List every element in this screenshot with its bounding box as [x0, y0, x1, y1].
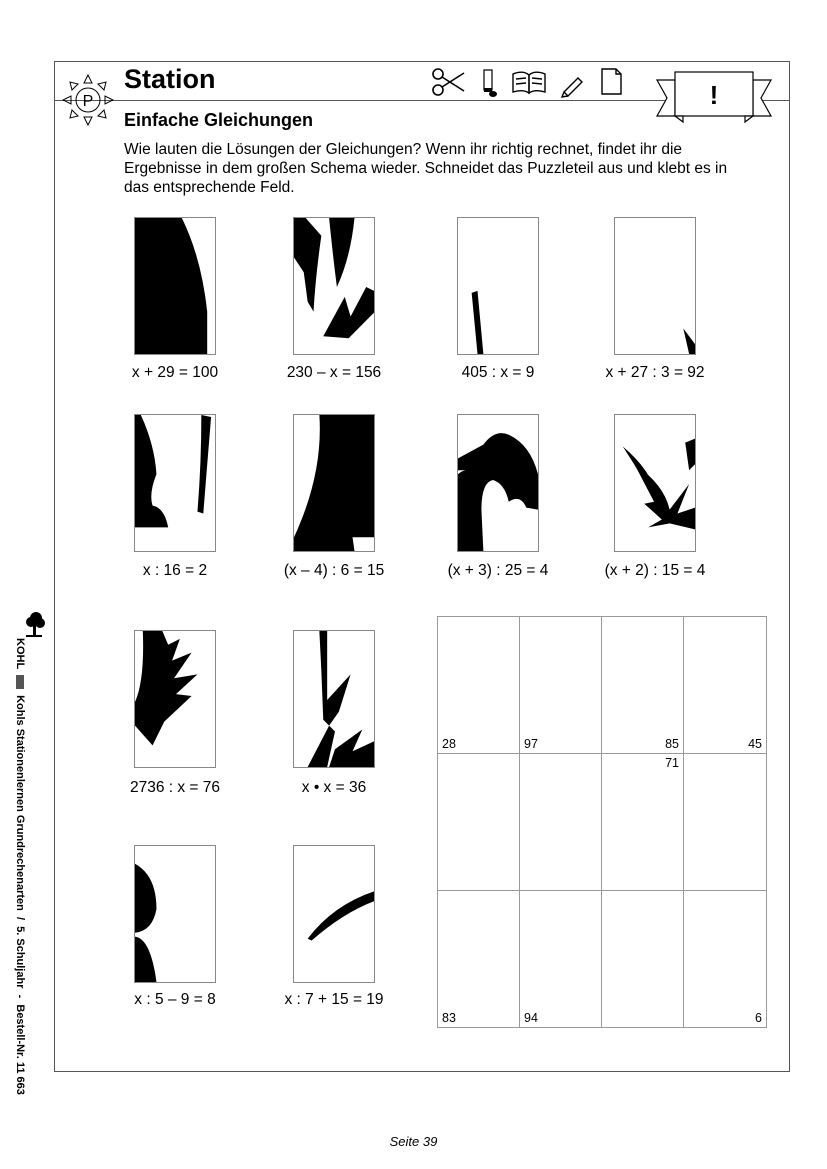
- page-number: Seite 39: [389, 1134, 438, 1149]
- sidebar-publisher-line: [14, 638, 26, 1095]
- equation-2: 230 – x = 156: [286, 364, 382, 381]
- equation-5: x : 16 = 2: [142, 562, 208, 579]
- equation-11: x : 5 – 9 = 8: [134, 991, 216, 1008]
- schema-cell-number: 83: [442, 1011, 456, 1025]
- schema-cell-number: 94: [524, 1011, 538, 1025]
- equation-3: 405 : x = 9: [461, 364, 535, 381]
- tree-logo-icon: [22, 610, 46, 640]
- schema-cell[interactable]: [520, 617, 602, 754]
- equation-8: (x + 2) : 15 = 4: [604, 562, 706, 579]
- schema-cell-number: 6: [755, 1011, 762, 1025]
- equation-9: 2736 : x = 76: [129, 779, 221, 796]
- publisher-logo-mark: [16, 675, 24, 689]
- equation-12: x : 7 + 15 = 19: [284, 991, 384, 1008]
- schema-cell-number: 71: [665, 756, 679, 770]
- puzzle-piece-6[interactable]: [293, 414, 375, 552]
- puzzle-schema-grid: [437, 616, 767, 1028]
- puzzle-piece-11[interactable]: [134, 845, 216, 983]
- pencil-icon: [562, 78, 582, 97]
- puzzle-piece-1[interactable]: [134, 217, 216, 355]
- schema-cell[interactable]: [602, 617, 684, 754]
- puzzle-piece-8[interactable]: [614, 414, 696, 552]
- schema-cell-number: 45: [748, 737, 762, 751]
- puzzle-piece-9[interactable]: [134, 630, 216, 768]
- equation-4: x + 27 : 3 = 92: [605, 364, 705, 381]
- equation-7: (x + 3) : 25 = 4: [447, 562, 549, 579]
- schema-cell[interactable]: [520, 891, 602, 1027]
- puzzle-piece-10[interactable]: [293, 630, 375, 768]
- equation-10: x • x = 36: [301, 779, 367, 796]
- worksheet-subtitle: Einfache Gleichungen: [124, 110, 314, 130]
- station-title: Station: [124, 64, 216, 94]
- puzzle-piece-12[interactable]: [293, 845, 375, 983]
- instructions-text: Wie lauten die Lösungen der Gleichungen? Wenn ihr richtig rechnet, findet ihr die Ergebnisse in dem großen Schema wieder. Schneidet das Puzzleteil aus und klebt es in das entsprechende Feld.: [124, 141, 728, 196]
- schema-cell[interactable]: [684, 754, 766, 891]
- stamp-symbol: !: [709, 80, 719, 110]
- schema-cell-number: 28: [442, 737, 456, 751]
- schema-cell[interactable]: [438, 754, 520, 891]
- book-icon: [513, 72, 545, 93]
- ribbon-stamp: [655, 70, 773, 126]
- schema-cell[interactable]: [684, 617, 766, 754]
- document-icon: [602, 69, 621, 94]
- glue-icon: [484, 70, 497, 97]
- equation-1: x + 29 = 100: [131, 364, 219, 381]
- sidebar-text: Kohls Stationenlernen Grundrechenarten / 5. Schuljahr - Bestell-Nr. 11 663: [14, 695, 26, 1095]
- schema-cell[interactable]: [684, 891, 766, 1027]
- scissors-icon: [433, 69, 464, 95]
- puzzle-piece-5[interactable]: [134, 414, 216, 552]
- puzzle-piece-3[interactable]: [457, 217, 539, 355]
- sun-badge-icon: [62, 72, 114, 128]
- schema-cell[interactable]: [602, 891, 684, 1027]
- equation-6: (x – 4) : 6 = 15: [283, 562, 385, 579]
- publisher-logo: KOHL: [14, 638, 26, 669]
- badge-letter: P: [82, 93, 94, 110]
- schema-cell[interactable]: [520, 754, 602, 891]
- schema-cell-number: 85: [665, 737, 679, 751]
- schema-cell[interactable]: [602, 754, 684, 891]
- puzzle-piece-4[interactable]: [614, 217, 696, 355]
- tool-icons: [430, 66, 625, 98]
- puzzle-piece-7[interactable]: [457, 414, 539, 552]
- schema-cell[interactable]: [438, 891, 520, 1027]
- schema-cell-number: 97: [524, 737, 538, 751]
- schema-cell[interactable]: [438, 617, 520, 754]
- puzzle-piece-2[interactable]: [293, 217, 375, 355]
